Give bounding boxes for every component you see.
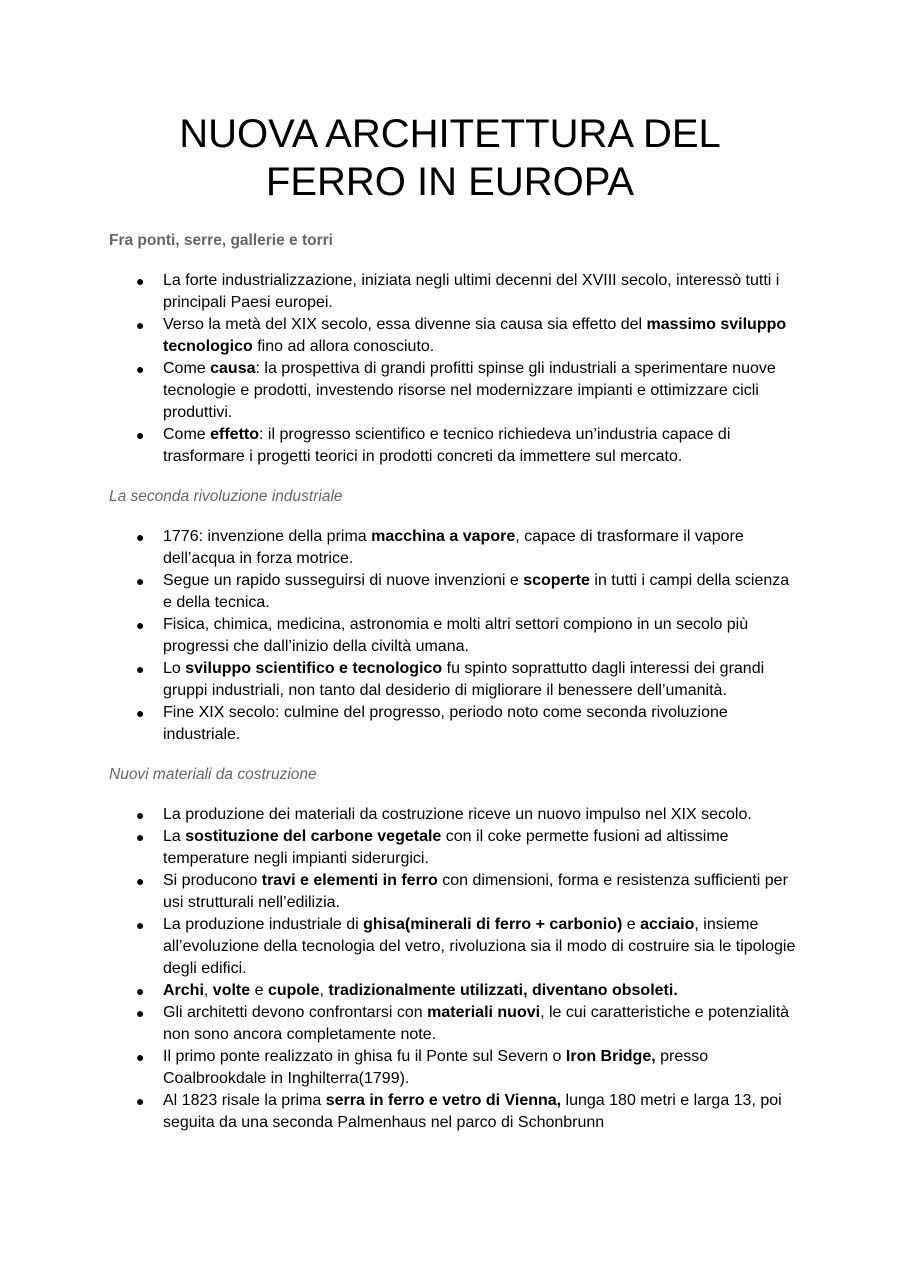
text-run: , capace di trasformare il vapore dell’acqua in forza motrice. [163, 528, 744, 567]
list-item [109, 358, 799, 424]
bold-text: volte [212, 982, 251, 999]
bold-text: sviluppo scientifico e tecnologico [185, 660, 443, 677]
bullet-icon: ● [136, 705, 145, 721]
list-item [109, 658, 799, 702]
document-title [0, 110, 900, 206]
list-item [109, 826, 799, 870]
list-item [109, 1002, 799, 1046]
bold-text: scoperte [523, 572, 590, 589]
bullet-icon: ● [136, 917, 145, 933]
text-run: con dimensioni, forma e resistenza sufficienti per usi strutturali nell’edilizia. [163, 872, 788, 911]
bullet-icon: ● [136, 1049, 145, 1065]
list-item [109, 614, 799, 658]
text-run: La produzione industriale di [163, 916, 364, 933]
bullet-icon: ● [136, 983, 145, 999]
text-run: presso Coalbrookdale in Inghilterra(1799). [163, 1048, 709, 1087]
bullet-icon: ● [136, 807, 145, 823]
section-nuovi-materiali [109, 764, 799, 1134]
text-run: fino ad allora conosciuto. [252, 338, 435, 355]
list-item [109, 870, 799, 914]
list-item [109, 1090, 799, 1134]
bold-text: acciaio [640, 916, 695, 933]
section-seconda-rivoluzione [109, 486, 799, 746]
bold-text: cupole [267, 982, 320, 999]
title-line-1: NUOVA ARCHITETTURA DEL [179, 112, 721, 156]
text-run: Al 1823 risale la prima [163, 1092, 326, 1109]
list-item [109, 804, 799, 826]
bold-text: massimo sviluppo tecnologico [163, 316, 787, 355]
text-run: , [203, 982, 213, 999]
text-run: Segue un rapido susseguirsi di nuove invenzioni e [163, 572, 524, 589]
text-run: : il progresso scientifico e tecnico richiedeva un’industria capace di trasformare i progetti teorici in prodotti concreti da immettere sul mercato. [163, 426, 731, 465]
list-item [109, 570, 799, 614]
text-run: Fine XIX secolo: culmine del progresso, periodo noto come seconda rivoluzione industriale. [163, 704, 728, 743]
text-run: , [319, 982, 329, 999]
bold-text: Iron Bridge, [565, 1048, 656, 1065]
text-run: La [163, 828, 186, 845]
bold-text: causa [210, 360, 256, 377]
text-run: con il coke permette fusioni ad altissime temperature negli impianti siderurgici. [163, 828, 729, 867]
text-run: Come [163, 426, 211, 443]
bold-text: Archi [163, 982, 204, 999]
text-run: in tutti i campi della scienza e della tecnica. [163, 572, 790, 611]
text-run: La forte industrializzazione, iniziata negli ultimi decenni del XVIII secolo, interessò tutti i principali Paesi europei. [163, 272, 780, 311]
text-run: , le cui caratteristiche e potenzialità non sono ancora completamente note. [163, 1004, 790, 1043]
section-heading: La seconda rivoluzione industriale [109, 488, 343, 505]
text-run: lunga 180 metri e larga 13, poi seguita da una seconda Palmenhaus nel parco di Schonbrunn [163, 1092, 782, 1131]
list-item [109, 702, 799, 746]
bullet-icon: ● [136, 317, 145, 333]
list-item [109, 314, 799, 358]
bold-text: macchina a vapore [371, 528, 516, 545]
section-heading: Nuovi materiali da costruzione [109, 766, 317, 783]
text-run: Il primo ponte realizzato in ghisa fu il Ponte sul Severn o [163, 1048, 566, 1065]
list-item [109, 270, 799, 314]
bold-text: materiali nuovi [427, 1004, 541, 1021]
bold-text: ghisa(minerali di ferro + carbonio) [363, 916, 623, 933]
list-item [109, 980, 799, 1002]
bold-text: tradizionalmente utilizzati, diventano obsoleti. [328, 982, 678, 999]
bullet-icon: ● [136, 1093, 145, 1109]
text-run: e [250, 982, 268, 999]
list-item [109, 1046, 799, 1090]
bullet-icon: ● [136, 1005, 145, 1021]
list-item [109, 424, 799, 468]
list-item [109, 914, 799, 980]
text-run: : la prospettiva di grandi profitti spinse gli industriali a sperimentare nuove tecnologie e prodotti, investendo risorse nel modernizzare impianti e ottimizzare cicli produttivi. [163, 360, 776, 421]
bullet-icon: ● [136, 617, 145, 633]
text-run: , insieme all’evoluzione della tecnologia del vetro, rivoluziona sia il modo di costruire sia le tipologie degli edifici. [163, 916, 796, 977]
bold-text: effetto [210, 426, 260, 443]
bullet-icon: ● [136, 427, 145, 443]
text-run: 1776: invenzione della prima [163, 528, 372, 545]
bullet-icon: ● [136, 529, 145, 545]
bullet-list [109, 804, 799, 1134]
bullet-icon: ● [136, 829, 145, 845]
bold-text: serra in ferro e vetro di Vienna, [325, 1092, 562, 1109]
bullet-icon: ● [136, 661, 145, 677]
bullet-icon: ● [136, 273, 145, 289]
text-run: Fisica, chimica, medicina, astronomia e molti altri settori compiono in un secolo più progressi che dall’inizio della civiltà umana. [163, 616, 749, 655]
text-run: Gli architetti devono confrontarsi con [163, 1004, 428, 1021]
bullet-list [109, 270, 799, 468]
bullet-list [109, 526, 799, 746]
section-ponti-serre [109, 230, 799, 468]
text-run: Verso la metà del XIX secolo, essa divenne sia causa sia effetto del [163, 316, 647, 333]
list-item [109, 526, 799, 570]
text-run: Si producono [163, 872, 262, 889]
section-heading: Fra ponti, serre, gallerie e torri [109, 232, 333, 249]
title-line-2: FERRO IN EUROPA [265, 160, 635, 204]
bullet-icon: ● [136, 361, 145, 377]
bullet-icon: ● [136, 873, 145, 889]
text-run: e [622, 916, 641, 933]
bullet-icon: ● [136, 573, 145, 589]
text-run: Come [163, 360, 211, 377]
text-run: fu spinto soprattutto dagli interessi dei grandi gruppi industriali, non tanto dal desiderio di migliorare il benessere dell’umanità. [163, 660, 765, 699]
bold-text: travi e elementi in ferro [261, 872, 438, 889]
text-run: Lo [163, 660, 186, 677]
bold-text: sostituzione del carbone vegetale [185, 828, 442, 845]
text-run: La produzione dei materiali da costruzione riceve un nuovo impulso nel XIX secolo. [163, 806, 752, 823]
